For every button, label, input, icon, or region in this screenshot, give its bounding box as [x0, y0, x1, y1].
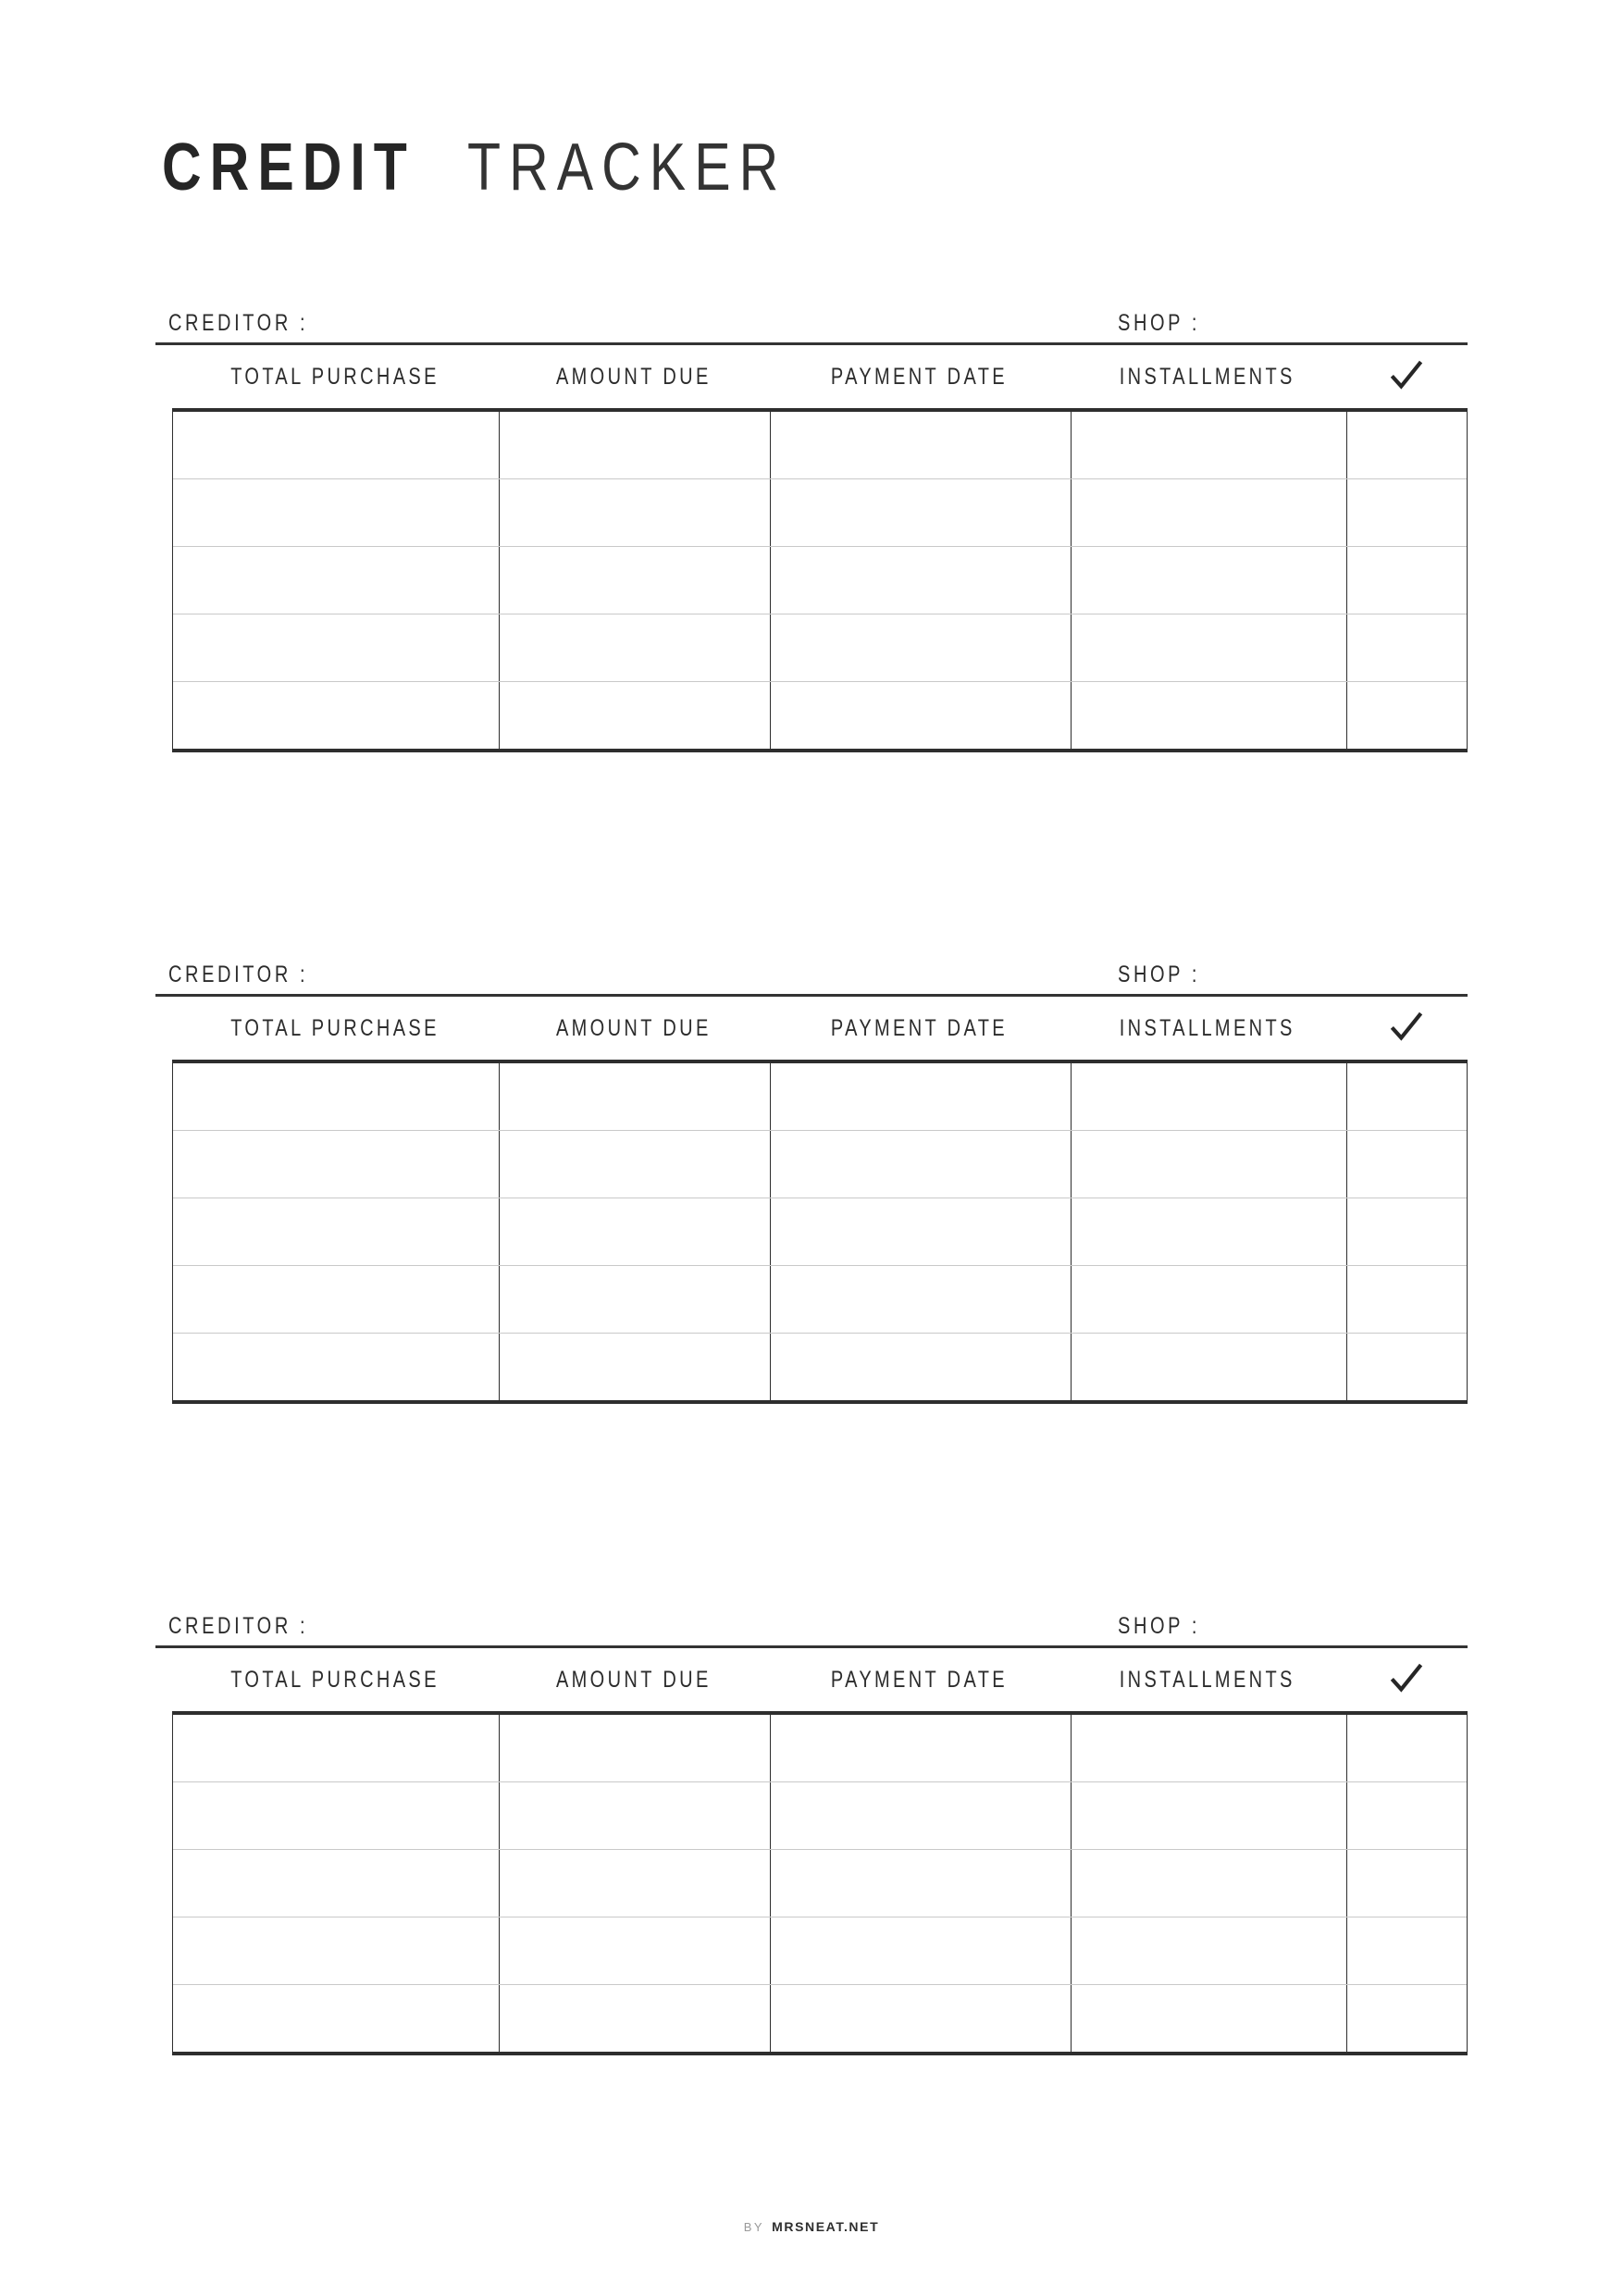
cell-paid-check[interactable]: [1346, 1063, 1467, 1130]
cell-paid-check[interactable]: [1346, 547, 1467, 614]
section-3-meta-row: [155, 1597, 1468, 1645]
section-3-header-payment-date: PAYMENT DATE: [830, 1666, 1009, 1693]
cell-payment-date[interactable]: [770, 1131, 1071, 1198]
cell-payment-date[interactable]: [770, 1266, 1071, 1333]
cell-paid-check[interactable]: [1346, 1782, 1467, 1849]
table-row[interactable]: [173, 1063, 1467, 1130]
cell-installments[interactable]: [1071, 1782, 1346, 1849]
cell-total-purchase[interactable]: [173, 1782, 499, 1849]
section-1-header-check: [1345, 359, 1468, 394]
section-2-grid: [172, 1060, 1468, 1404]
cell-paid-check[interactable]: [1346, 682, 1467, 749]
cell-payment-date[interactable]: [770, 412, 1071, 478]
cell-payment-date[interactable]: [770, 1850, 1071, 1917]
cell-amount-due[interactable]: [499, 412, 770, 478]
section-1-header-total-purchase: TOTAL PURCHASE: [230, 363, 440, 390]
table-row[interactable]: [173, 1130, 1467, 1198]
cell-amount-due[interactable]: [499, 547, 770, 614]
table-row[interactable]: [173, 614, 1467, 681]
cell-payment-date[interactable]: [770, 479, 1071, 546]
credit-section-1: [155, 294, 1468, 752]
cell-amount-due[interactable]: [499, 614, 770, 681]
section-2-table-header: [155, 997, 1468, 1060]
section-2-header-payment-date: PAYMENT DATE: [830, 1014, 1009, 1041]
table-row[interactable]: [173, 1715, 1467, 1781]
section-2-header-amount-due: AMOUNT DUE: [555, 1014, 712, 1041]
credit-section-3: [155, 1597, 1468, 2055]
page-footer: [0, 2219, 1623, 2236]
table-row[interactable]: [173, 1333, 1467, 1400]
table-row[interactable]: [173, 412, 1467, 478]
check-icon: [1389, 359, 1424, 394]
cell-installments[interactable]: [1071, 1985, 1346, 2052]
section-1-meta-row: [155, 294, 1468, 342]
section-1-creditor-label: CREDITOR :: [168, 310, 309, 336]
cell-amount-due[interactable]: [499, 1850, 770, 1917]
section-1-header-amount-due: AMOUNT DUE: [555, 363, 712, 390]
footer-site-label: MRSNEAT.NET: [772, 2219, 880, 2234]
cell-payment-date[interactable]: [770, 1985, 1071, 2052]
cell-installments[interactable]: [1071, 1198, 1346, 1265]
cell-total-purchase[interactable]: [173, 547, 499, 614]
cell-payment-date[interactable]: [770, 1782, 1071, 1849]
cell-total-purchase[interactable]: [173, 614, 499, 681]
cell-total-purchase[interactable]: [173, 1131, 499, 1198]
cell-payment-date[interactable]: [770, 547, 1071, 614]
cell-installments[interactable]: [1071, 1063, 1346, 1130]
section-3-table-header: [155, 1648, 1468, 1711]
table-row[interactable]: [173, 1984, 1467, 2052]
cell-amount-due[interactable]: [499, 1334, 770, 1400]
cell-payment-date[interactable]: [770, 1334, 1071, 1400]
section-3-shop-label: SHOP :: [1118, 1613, 1201, 1639]
cell-total-purchase[interactable]: [173, 682, 499, 749]
cell-amount-due[interactable]: [499, 682, 770, 749]
cell-paid-check[interactable]: [1346, 1850, 1467, 1917]
section-3-header-installments: INSTALLMENTS: [1119, 1666, 1295, 1693]
page-title: [162, 130, 857, 205]
cell-installments[interactable]: [1071, 1334, 1346, 1400]
section-2-header-installments: INSTALLMENTS: [1119, 1014, 1295, 1041]
cell-paid-check[interactable]: [1346, 614, 1467, 681]
section-2-shop-label: SHOP :: [1118, 962, 1201, 987]
section-1-header-installments: INSTALLMENTS: [1119, 363, 1295, 390]
table-row[interactable]: [173, 1781, 1467, 1849]
cell-amount-due[interactable]: [499, 1198, 770, 1265]
cell-payment-date[interactable]: [770, 1715, 1071, 1781]
check-icon: [1389, 1662, 1424, 1697]
cell-amount-due[interactable]: [499, 1266, 770, 1333]
cell-paid-check[interactable]: [1346, 1131, 1467, 1198]
cell-amount-due[interactable]: [499, 1985, 770, 2052]
cell-amount-due[interactable]: [499, 479, 770, 546]
section-2-header-total-purchase: TOTAL PURCHASE: [230, 1014, 440, 1041]
section-1-grid: [172, 408, 1468, 752]
cell-amount-due[interactable]: [499, 1715, 770, 1781]
section-3-grid: [172, 1711, 1468, 2055]
cell-installments[interactable]: [1071, 479, 1346, 546]
cell-total-purchase[interactable]: [173, 1266, 499, 1333]
table-row[interactable]: [173, 1265, 1467, 1333]
cell-payment-date[interactable]: [770, 1063, 1071, 1130]
cell-installments[interactable]: [1071, 1850, 1346, 1917]
cell-installments[interactable]: [1071, 412, 1346, 478]
cell-amount-due[interactable]: [499, 1782, 770, 1849]
cell-installments[interactable]: [1071, 614, 1346, 681]
cell-total-purchase[interactable]: [173, 1198, 499, 1265]
table-row[interactable]: [173, 1198, 1467, 1265]
cell-payment-date[interactable]: [770, 1198, 1071, 1265]
section-2-header-check: [1345, 1011, 1468, 1046]
cell-installments[interactable]: [1071, 1715, 1346, 1781]
cell-paid-check[interactable]: [1346, 1985, 1467, 2052]
cell-amount-due[interactable]: [499, 1917, 770, 1984]
cell-total-purchase[interactable]: [173, 412, 499, 478]
cell-paid-check[interactable]: [1346, 1334, 1467, 1400]
cell-paid-check[interactable]: [1346, 479, 1467, 546]
table-row[interactable]: [173, 681, 1467, 749]
footer-by-label: BY: [743, 2220, 765, 2234]
page-title-light: TRACKER: [467, 130, 787, 205]
cell-installments[interactable]: [1071, 1131, 1346, 1198]
page-title-strong: CREDIT: [162, 130, 415, 205]
section-3-header-check: [1345, 1662, 1468, 1697]
cell-total-purchase[interactable]: [173, 1917, 499, 1984]
section-1-header-payment-date: PAYMENT DATE: [830, 363, 1009, 390]
cell-installments[interactable]: [1071, 682, 1346, 749]
section-1-table-header: [155, 345, 1468, 408]
cell-payment-date[interactable]: [770, 1917, 1071, 1984]
section-3-creditor-label: CREDITOR :: [168, 1613, 309, 1639]
section-2-creditor-label: CREDITOR :: [168, 962, 309, 987]
table-row[interactable]: [173, 478, 1467, 546]
cell-total-purchase[interactable]: [173, 1985, 499, 2052]
table-row[interactable]: [173, 1849, 1467, 1917]
cell-paid-check[interactable]: [1346, 1266, 1467, 1333]
cell-payment-date[interactable]: [770, 614, 1071, 681]
check-icon: [1389, 1011, 1424, 1046]
table-row[interactable]: [173, 1917, 1467, 1984]
cell-total-purchase[interactable]: [173, 1715, 499, 1781]
cell-amount-due[interactable]: [499, 1063, 770, 1130]
section-3-header-total-purchase: TOTAL PURCHASE: [230, 1666, 440, 1693]
section-2-meta-row: [155, 946, 1468, 994]
section-1-shop-label: SHOP :: [1118, 310, 1201, 336]
cell-paid-check[interactable]: [1346, 1198, 1467, 1265]
cell-installments[interactable]: [1071, 1266, 1346, 1333]
table-row[interactable]: [173, 546, 1467, 614]
cell-paid-check[interactable]: [1346, 412, 1467, 478]
cell-paid-check[interactable]: [1346, 1917, 1467, 1984]
cell-amount-due[interactable]: [499, 1131, 770, 1198]
cell-total-purchase[interactable]: [173, 479, 499, 546]
cell-total-purchase[interactable]: [173, 1334, 499, 1400]
cell-paid-check[interactable]: [1346, 1715, 1467, 1781]
cell-total-purchase[interactable]: [173, 1850, 499, 1917]
cell-installments[interactable]: [1071, 1917, 1346, 1984]
cell-total-purchase[interactable]: [173, 1063, 499, 1130]
cell-payment-date[interactable]: [770, 682, 1071, 749]
cell-installments[interactable]: [1071, 547, 1346, 614]
section-3-header-amount-due: AMOUNT DUE: [555, 1666, 712, 1693]
credit-section-2: [155, 946, 1468, 1404]
